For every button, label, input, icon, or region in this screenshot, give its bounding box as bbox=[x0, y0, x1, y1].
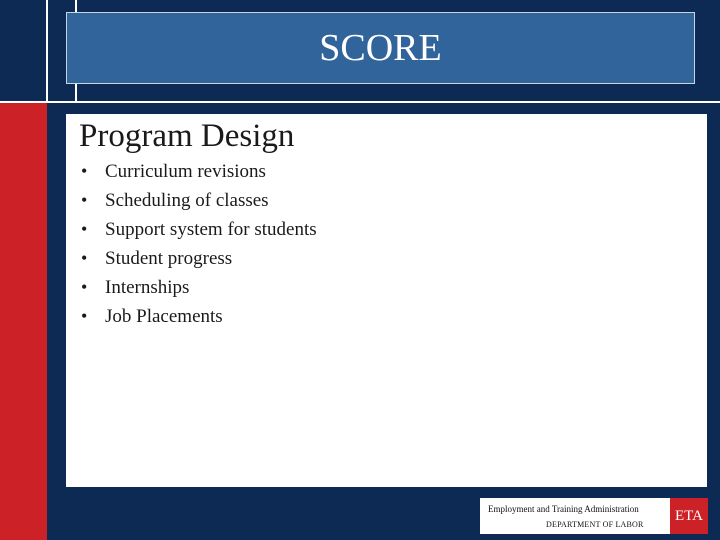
divider-line bbox=[0, 101, 720, 103]
list-item bbox=[81, 190, 317, 219]
list-item-text: Support system for students bbox=[105, 219, 317, 240]
list-item bbox=[81, 306, 317, 335]
content-panel bbox=[66, 114, 707, 487]
list-item-text: Student progress bbox=[105, 248, 233, 269]
agency-name: Employment and Training Administration bbox=[488, 504, 639, 514]
bullet-icon: • bbox=[81, 306, 88, 326]
list-item bbox=[81, 277, 317, 306]
bullet-icon: • bbox=[81, 277, 88, 297]
bullet-icon: • bbox=[81, 248, 88, 268]
eta-logo-text: ETA bbox=[675, 507, 703, 524]
divider-line bbox=[46, 0, 48, 103]
bullet-list bbox=[81, 161, 317, 335]
title-banner bbox=[66, 12, 695, 84]
list-item-text: Curriculum revisions bbox=[105, 161, 266, 182]
bullet-icon: • bbox=[81, 161, 88, 181]
list-item bbox=[81, 219, 317, 248]
left-red-band bbox=[0, 103, 47, 540]
section-heading: Program Design bbox=[79, 118, 295, 154]
list-item-text: Job Placements bbox=[105, 306, 223, 327]
list-item-text: Scheduling of classes bbox=[105, 190, 269, 211]
list-item-text: Internships bbox=[105, 277, 190, 298]
list-item bbox=[81, 161, 317, 190]
bullet-icon: • bbox=[81, 190, 88, 210]
bullet-icon: • bbox=[81, 219, 88, 239]
slide-title: SCORE bbox=[319, 27, 442, 69]
department-name: DEPARTMENT OF LABOR bbox=[546, 520, 644, 529]
eta-logo bbox=[670, 498, 708, 534]
list-item bbox=[81, 248, 317, 277]
